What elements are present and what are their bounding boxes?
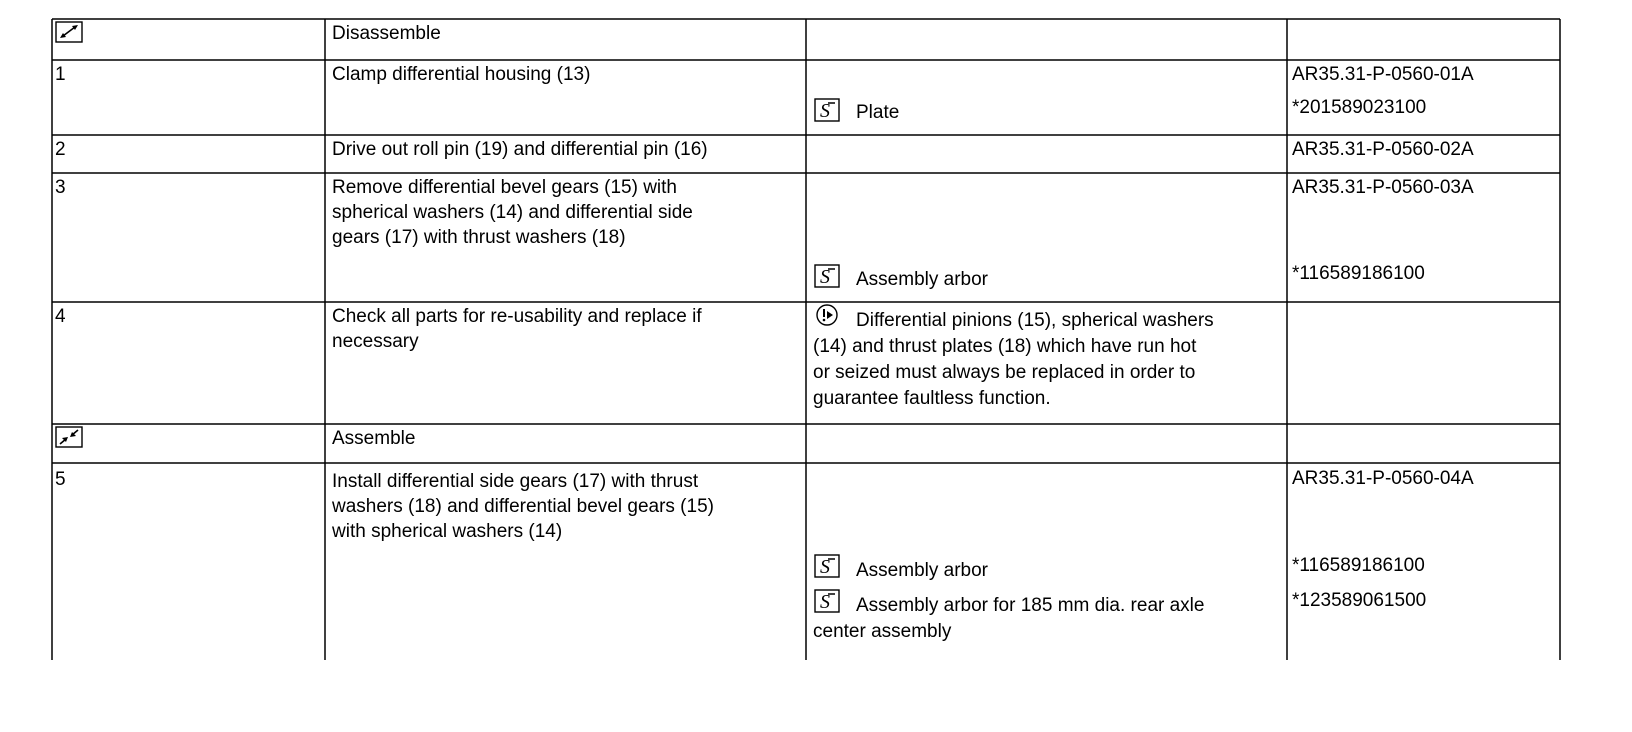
step-number: 4 bbox=[55, 306, 66, 327]
tool-label: Assembly arbor for 185 mm dia. rear axle bbox=[856, 595, 1205, 616]
step-action-line: Install differential side gears (17) with thrust bbox=[332, 471, 699, 492]
reference-id: AR35.31-P-0560-02A bbox=[1292, 139, 1474, 160]
step-number: 3 bbox=[55, 177, 66, 198]
disassemble-arrows-icon bbox=[55, 21, 83, 43]
reference-id: AR35.31-P-0560-04A bbox=[1292, 468, 1474, 489]
step-number: 2 bbox=[55, 139, 66, 160]
svg-text:S: S bbox=[820, 266, 830, 288]
step-action: Drive out roll pin (19) and differential pin (16) bbox=[332, 139, 708, 160]
step-action-line: Check all parts for re-usability and replace if bbox=[332, 306, 702, 327]
section-title-assemble: Assemble bbox=[332, 428, 416, 449]
note-line: or seized must always be replaced in order to bbox=[813, 362, 1196, 383]
step-action-line: Remove differential bevel gears (15) with bbox=[332, 177, 677, 198]
step-action-line: spherical washers (14) and differential side bbox=[332, 202, 693, 223]
part-number: *123589061500 bbox=[1292, 590, 1427, 611]
note-line: guarantee faultless function. bbox=[813, 388, 1051, 409]
svg-text:S: S bbox=[820, 556, 830, 578]
svg-text:S: S bbox=[820, 100, 830, 122]
step-number: 1 bbox=[55, 64, 66, 85]
note-arrow-icon bbox=[815, 303, 839, 327]
assemble-arrows-icon bbox=[55, 426, 83, 448]
tool-label: Assembly arbor bbox=[856, 269, 988, 290]
tool-label: Plate bbox=[856, 102, 900, 123]
step-action-line: gears (17) with thrust washers (18) bbox=[332, 227, 626, 248]
special-tool-icon bbox=[814, 98, 840, 122]
part-number: *116589186100 bbox=[1292, 263, 1425, 284]
step-action-line: with spherical washers (14) bbox=[332, 521, 563, 542]
reference-id: AR35.31-P-0560-01A bbox=[1292, 64, 1474, 85]
special-tool-icon bbox=[814, 554, 840, 578]
tool-label: Assembly arbor bbox=[856, 560, 988, 581]
part-number: *201589023100 bbox=[1292, 97, 1427, 118]
section-title-disassemble: Disassemble bbox=[332, 23, 441, 44]
part-number: *116589186100 bbox=[1292, 555, 1425, 576]
step-action-line: necessary bbox=[332, 331, 419, 352]
special-tool-icon bbox=[814, 264, 840, 288]
step-number: 5 bbox=[55, 469, 66, 490]
special-tool-icon bbox=[814, 589, 840, 613]
svg-text:S: S bbox=[820, 591, 830, 613]
reference-id: AR35.31-P-0560-03A bbox=[1292, 177, 1474, 198]
note-line: (14) and thrust plates (18) which have run hot bbox=[813, 336, 1197, 357]
step-action: Clamp differential housing (13) bbox=[332, 64, 591, 85]
note-line: Differential pinions (15), spherical washers bbox=[856, 310, 1214, 331]
tool-label-continued: center assembly bbox=[813, 621, 952, 642]
step-action-line: washers (18) and differential bevel gears (15) bbox=[332, 496, 714, 517]
